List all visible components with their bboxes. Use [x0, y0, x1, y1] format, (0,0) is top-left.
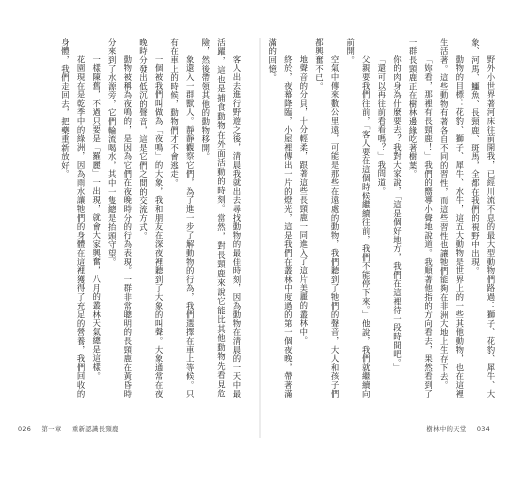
paragraph: 花園現在是乾季中的綠洲，因為雨水讓牠們的身體在這裡獲得了充足的營養，我們回收的身體，我們走回去，把藥重新放好。: [60, 38, 87, 398]
paragraph: 空氣中傳來數公里遠，可能是那些在遠處的動物，我們聽到了牠們的聲音，大人和孩子們都興奮不已。: [314, 38, 341, 398]
left-page-text: [18, 38, 244, 398]
paragraph: 地聲音的分貝，十分輕柔，跟著這些長頸鹿一同進入了這片美麗的叢林中。: [298, 54, 309, 345]
paragraph: 野外小世界著河床往前開我，已經川流不息的最大型動物們路過：獅子、花豹、犀牛、大象、河馬、鱷魚、長頸鹿、斑馬，全都在我們的視野中出現。: [470, 38, 496, 398]
page-number: 034: [476, 425, 490, 433]
paragraph: 你的肉身為什麼要去？我對大家說，「這是個好地方，我們在這裡待一段時間吧。」: [392, 54, 403, 372]
paragraph: 動物的目標：花豹、獅子、犀牛、水牛，這五大動物是世界上的一些其他動物，也在這裡生活著。這些動物有著各自不同的習性，而這些習性也讓牠們能夠在非洲大地上生存下去。: [439, 38, 465, 398]
running-head: 樹林中的天堂: [426, 425, 467, 433]
paragraph: 父親要我們往前，「客人要在這個時候繼續往前，我們不能停下來。」他說，我們就繼續向前開。: [345, 38, 372, 399]
right-page: [267, 38, 498, 438]
paragraph: 象還入一群獸人。靜靜觀察它們，為了進一步了解動物的行為，我們選擇在車上等候。只有在車上的時候，動物們才不會逃走。: [169, 38, 196, 398]
running-head: 重新認識長頸鹿: [71, 425, 119, 433]
paragraph: 「還可以再往前看看嗎？」我問道。: [376, 54, 387, 196]
right-page-footer: [426, 424, 498, 433]
paragraph: 一個被我們叫做為「夜鳴」的大象，我和朋友在深夜裡聽到了大象的叫聲。大象通常在夜晚時分發出低沉的聲音，這是它們之間的交流方式。: [138, 38, 165, 398]
book-gutter: [259, 38, 261, 438]
chapter-label: 第一章: [41, 425, 62, 433]
paragraph: 動物被稱為夜鳴的，是因為它們在夜晚時分的行為表現。一群非常聰明的長頸鹿在黃昏時分來到了水源旁，它們輪流喝水，其中一隻總是抬頭守望。: [107, 38, 133, 398]
page-number: 026: [18, 425, 32, 433]
left-page-footer: [18, 424, 127, 433]
paragraph: 「妳看，那裡有長頸鹿！」我們的嚮導小聲地說道。我順著他指的方向看去，果然看到了一群長頸鹿正在樹林邊緣吃著樹葉。: [408, 38, 434, 398]
right-page-text: [267, 38, 498, 399]
paragraph: 一樣陳舊，不過只要是「羅麗」一出現，就會大家興奮，八月的叢林天氣總是這樣。: [91, 54, 102, 381]
left-page: [18, 38, 244, 438]
paragraph: 終於，夜幕降臨，小屋裡傳出一片的燈光，這是我們在叢林中度過的第一個夜晚，帶著滿滿的回憶。: [267, 38, 294, 398]
book-spread: [18, 38, 502, 458]
paragraph: 客人出去進行野遊之後，清晨我就出去尋找動物的最佳時刻，因為動物在清晨的一天中最活躍，這也是捕食動物在外面活動的時刻。當然，對長頸鹿來說它能比其他動物先看見危險，然後帶領其他的動物移開。: [200, 38, 242, 398]
